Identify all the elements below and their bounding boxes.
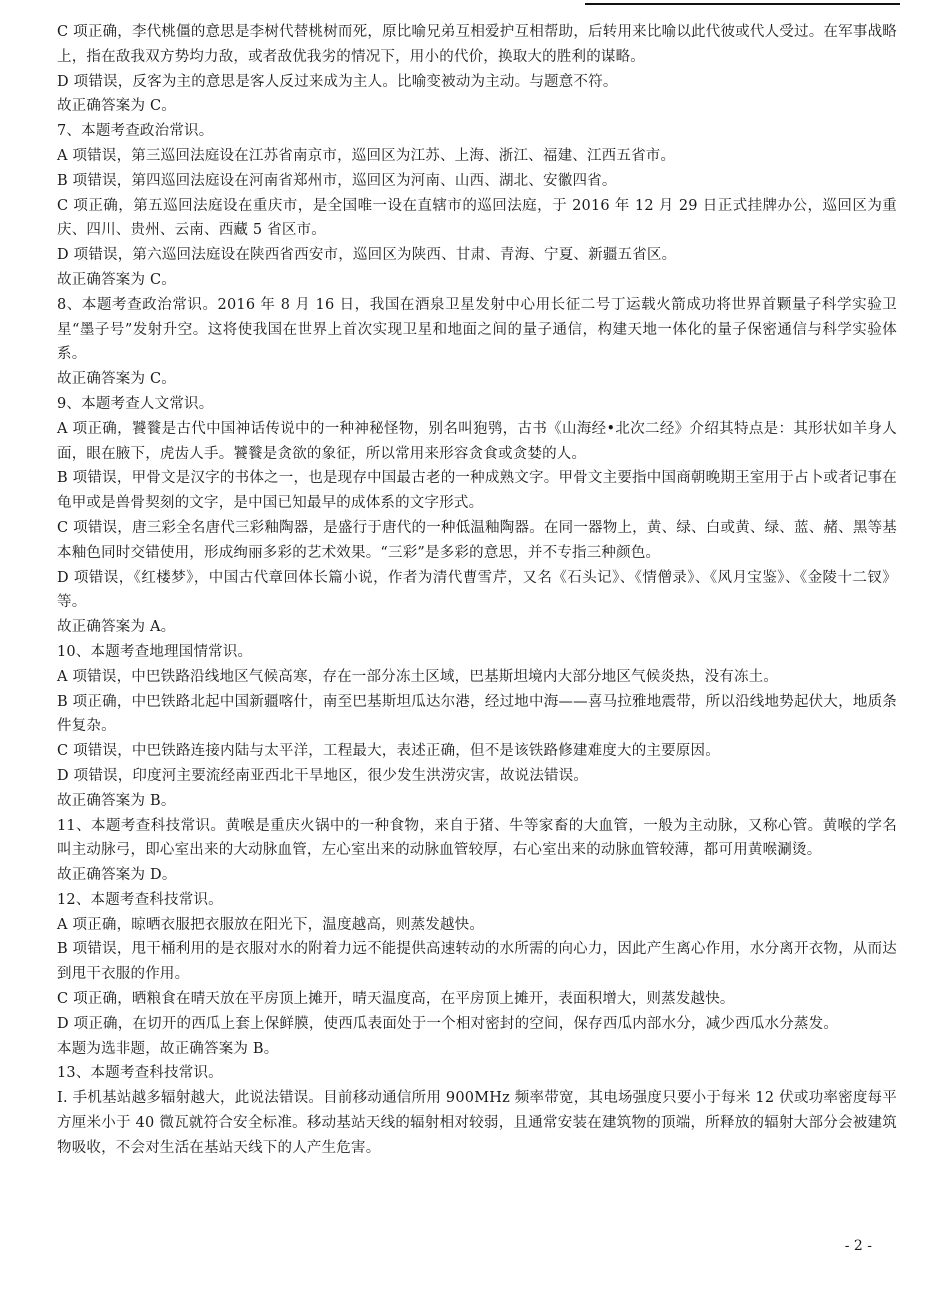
- paragraph: 本题为选非题，故正确答案为 B。: [57, 1040, 279, 1057]
- paragraph: C 项错误，唐三彩全名唐代三彩釉陶器，是盛行于唐代的一种低温釉陶器。在同一器物上，黄、绿、白或黄、绿、蓝、赭、黑等基本釉色同时交错使用，形成绚丽多彩的艺术效果。“三彩”是多彩的意思，并不专指三种颜色。: [57, 519, 897, 561]
- paragraph: D 项错误，印度河主要流经南亚西北干旱地区，很少发生洪涝灾害，故说法错误。: [57, 767, 589, 784]
- paragraph: Ⅰ. 手机基站越多辐射越大，此说法错误。目前移动通信所用 900MHz 频率带宽，其电场强度只要小于每米 12 伏或功率密度每平方厘米小于 40 微瓦就符合安全标准。移动基站天线的辐射相对较弱，且通常安装在建筑物的顶端，所释放的辐射大部分会被建筑物吸收，不会对生活在基站天线下的人产生危害。: [57, 1090, 897, 1156]
- question-heading: 11、本题考查科技常识。黄喉是重庆火锅中的一种食物，来自于猪、牛等家畜的大血管，一般为主动脉，又称心管。黄喉的学名叫主动脉弓，即心室出来的大动脉血管，左心室出来的动脉血管较厚，右心室出来的动脉血管较薄，都可用黄喉涮烫。: [57, 817, 897, 859]
- question-heading: 12、本题考查科技常识。: [57, 891, 223, 908]
- paragraph: 故正确答案为 C。: [57, 371, 177, 388]
- paragraph: D 项正确，在切开的西瓜上套上保鲜膜，使西瓜表面处于一个相对密封的空间，保存西瓜内部水分，减少西瓜水分蒸发。: [57, 1015, 839, 1032]
- paragraph: B 项错误，甩干桶利用的是衣服对水的附着力远不能提供高速转动的水所需的向心力，因此产生离心作用，水分离开衣物，从而达到甩干衣服的作用。: [57, 941, 897, 983]
- paragraph: 故正确答案为 B。: [57, 792, 176, 809]
- document-body: [57, 20, 897, 1161]
- paragraph: D 项错误，第六巡回法庭设在陕西省西安市，巡回区为陕西、甘肃、青海、宁夏、新疆五省区。: [57, 247, 677, 264]
- header-rule: [585, 3, 900, 5]
- paragraph: C 项错误，中巴铁路连接内陆与太平洋，工程最大，表述正确，但不是该铁路修建难度大的主要原因。: [57, 743, 720, 760]
- paragraph: C 项正确，晒粮食在晴天放在平房顶上摊开，晴天温度高，在平房顶上摊开，表面积增大，则蒸发越快。: [57, 991, 735, 1008]
- question-heading: 13、本题考查科技常识。: [57, 1065, 223, 1082]
- paragraph: B 项正确，中巴铁路北起中国新疆喀什，南至巴基斯坦瓜达尔港，经过地中海——喜马拉雅地震带，所以沿线地势起伏大，地质条件复杂。: [57, 693, 897, 735]
- question-heading: 9、本题考查人文常识。: [57, 395, 214, 412]
- paragraph: B 项错误，第四巡回法庭设在河南省郑州市，巡回区为河南、山西、湖北、安徽四省。: [57, 172, 617, 189]
- paragraph: A 项错误，中巴铁路沿线地区气候高寒，存在一部分冻土区域，巴基斯坦境内大部分地区气候炎热，没有冻土。: [57, 668, 779, 685]
- paragraph: C 项正确，李代桃僵的意思是李树代替桃树而死，原比喻兄弟互相爱护互相帮助，后转用来比喻以此代彼或代人受过。在军事战略上，指在敌我双方势均力敌，或者敌优我劣的情况下，用小的代价，换取大的胜利的谋略。: [57, 24, 897, 65]
- paragraph: D 项错误，《红楼梦》，中国古代章回体长篇小说，作者为清代曹雪芹，又名《石头记》、《情僧录》、《风月宝鉴》、《金陵十二钗》等。: [57, 569, 897, 611]
- paragraph: A 项错误，第三巡回法庭设在江苏省南京市，巡回区为江苏、上海、浙江、福建、江西五省市。: [57, 147, 676, 164]
- page-number: - 2 -: [844, 1238, 872, 1254]
- paragraph: 故正确答案为 D。: [57, 867, 177, 884]
- paragraph: A 项正确，饕餮是古代中国神话传说中的一种神秘怪物，别名叫狍鸮，古书《山海经•北次二经》介绍其特点是：其形状如羊身人面，眼在腋下，虎齿人手。饕餮是贪欲的象征，所以常用来形容贪食或贪婪的人。: [57, 420, 897, 462]
- paragraph: A 项正确，晾晒衣服把衣服放在阳光下，温度越高，则蒸发越快。: [57, 916, 485, 933]
- question-heading: 8、本题考查政治常识。2016 年 8 月 16 日，我国在酒泉卫星发射中心用长征二号丁运载火箭成功将世界首颗量子科学实验卫星“墨子号”发射升空。这将使我国在世界上首次实现卫星和地面之间的量子通信，构建天地一体化的量子保密通信与科学实验体系。: [57, 296, 897, 363]
- paragraph: 故正确答案为 C。: [57, 271, 177, 288]
- paragraph: C 项正确，第五巡回法庭设在重庆市，是全国唯一设在直辖市的巡回法庭，于 2016 年 12 月 29 日正式挂牌办公，巡回区为重庆、四川、贵州、云南、西藏 5 省区市。: [57, 197, 897, 239]
- question-heading: 7、本题考查政治常识。: [57, 123, 214, 140]
- paragraph: 故正确答案为 A。: [57, 619, 176, 636]
- paragraph: B 项错误，甲骨文是汉字的书体之一，也是现存中国最古老的一种成熟文字。甲骨文主要指中国商朝晚期王室用于占卜或者记事在龟甲或是兽骨契刻的文字，是中国已知最早的成体系的文字形式。: [57, 470, 897, 512]
- paragraph: D 项错误，反客为主的意思是客人反过来成为主人。比喻变被动为主动。与题意不符。: [57, 73, 618, 90]
- paragraph: 故正确答案为 C。: [57, 98, 177, 115]
- question-heading: 10、本题考查地理国情常识。: [57, 643, 253, 660]
